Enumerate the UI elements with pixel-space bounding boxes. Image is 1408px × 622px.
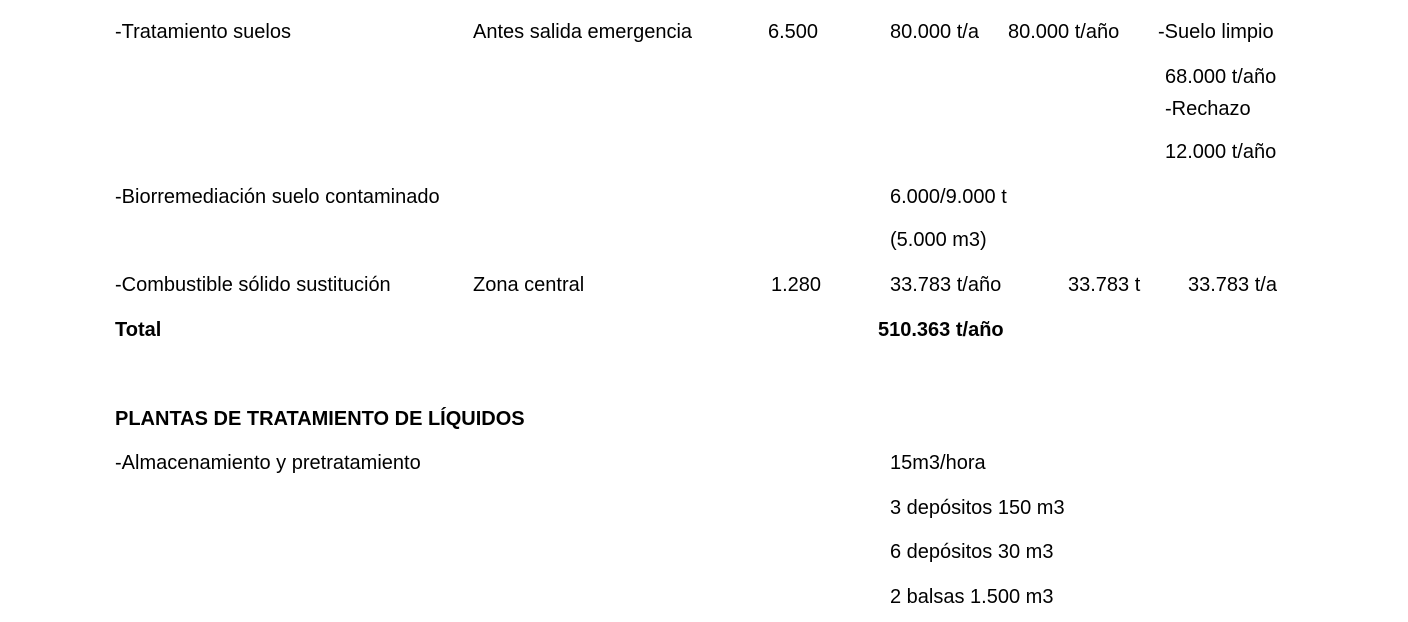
soil-treatment-output-clean-value: 68.000 t/año bbox=[1165, 66, 1277, 88]
substitute-fuel-capacity-b: 33.783 t bbox=[1068, 274, 1141, 296]
soil-treatment-label: -Tratamiento suelos bbox=[115, 21, 291, 43]
substitute-fuel-capacity-a: 33.783 t/año bbox=[890, 274, 1002, 296]
substitute-fuel-location: Zona central bbox=[473, 274, 585, 296]
storage-capacity-line-1: 15m3/hora bbox=[890, 452, 986, 474]
soil-treatment-output-reject-value: 12.000 t/año bbox=[1165, 141, 1277, 163]
substitute-fuel-capacity-c: 33.783 t/a bbox=[1188, 274, 1277, 296]
total-value: 510.363 t/año bbox=[878, 319, 1004, 341]
substitute-fuel-label: -Combustible sólido sustitución bbox=[115, 274, 391, 296]
soil-treatment-output-reject-label: -Rechazo bbox=[1165, 98, 1251, 120]
substitute-fuel-area: 1.280 bbox=[771, 274, 822, 296]
bioremediation-label: -Biorremediación suelo contaminado bbox=[115, 186, 440, 208]
liquids-section-heading: PLANTAS DE TRATAMIENTO DE LÍQUIDOS bbox=[115, 408, 525, 430]
storage-capacity-line-3: 6 depósitos 30 m3 bbox=[890, 541, 1054, 563]
total-label: Total bbox=[115, 319, 162, 341]
bioremediation-capacity-note: (5.000 m3) bbox=[890, 229, 987, 251]
storage-capacity-line-4: 2 balsas 1.500 m3 bbox=[890, 586, 1054, 608]
storage-pretreatment-label: -Almacenamiento y pretratamiento bbox=[115, 452, 421, 474]
soil-treatment-output-clean-label: -Suelo limpio bbox=[1158, 21, 1274, 43]
soil-treatment-area: 6.500 bbox=[768, 21, 819, 43]
soil-treatment-capacity-a: 80.000 t/a bbox=[890, 21, 979, 43]
soil-treatment-location: Antes salida emergencia bbox=[473, 21, 693, 43]
storage-capacity-line-2: 3 depósitos 150 m3 bbox=[890, 497, 1065, 519]
soil-treatment-capacity-b: 80.000 t/año bbox=[1008, 21, 1120, 43]
bioremediation-capacity: 6.000/9.000 t bbox=[890, 186, 1007, 208]
